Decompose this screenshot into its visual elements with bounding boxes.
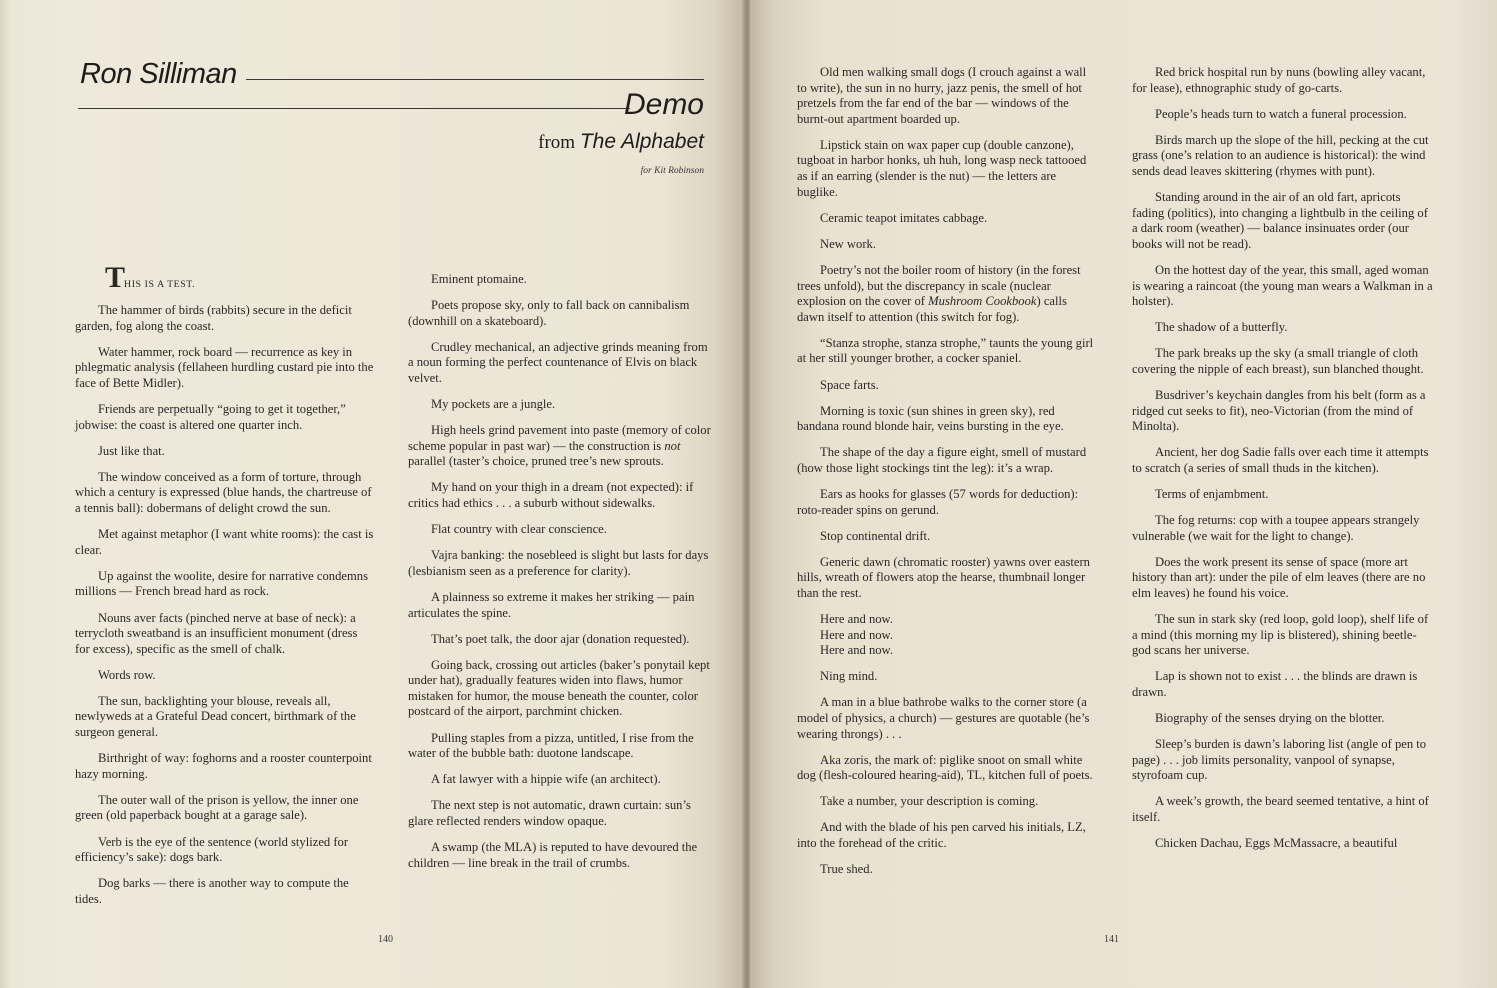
paragraph: Stop continental drift. [820, 528, 931, 543]
source-prefix: from [538, 132, 576, 153]
paragraph: Eminent ptomaine. [431, 272, 527, 286]
paragraph: And with the blade of his pen carved his initials, LZ, into the forehead of the critic. [797, 820, 1086, 851]
paragraph [797, 263, 1095, 325]
paragraph: True shed. [820, 862, 873, 877]
paragraph: A week’s growth, the beard seemed tentative, a hint of itself. [1132, 794, 1429, 824]
page-number-left: 140 [378, 934, 393, 945]
paragraph: A fat lawyer with a hippie wife (an architect). [431, 772, 661, 787]
paragraph: Birds march up the slope of the hill, pecking at the cut grass (one’s relation to an audience is historical): the wind sends dead leaves skittering (rhymes with punt). [1132, 132, 1429, 178]
paragraph: The sun in stark sky (red loop, gold loop), shelf life of a mind (this morning my lip is blistered), shining beetle-god scans her universe. [1132, 612, 1429, 658]
paragraph: The sun, backlighting your blouse, reveals all, newlyweds at a Grateful Dead concert, birthmark of the surgeon general. [75, 693, 356, 740]
text-run: parallel (taster’s choice, pruned tree’s new sprouts. [408, 454, 664, 469]
paragraph: Lipstick stain on wax paper cup (double canzone), tugboat in harbor honks, uh huh, long wasp neck tattooed as if an earring (slender is the nut) — the letters are buglike. [797, 137, 1087, 199]
paragraph: Crudley mechanical, an adjective grinds meaning from a noun forming the perfect countenance of Elvis on black velvet. [408, 339, 708, 385]
paragraph: The next step is not automatic, drawn curtain: sun’s glare reflected renders window opaque. [408, 798, 691, 828]
paragraph: Friends are perpetually “going to get it together,” jobwise: the coast is altered one quarter inch. [75, 402, 346, 432]
paragraph: Birthright of way: foghorns and a rooster counterpoint hazy morning. [75, 751, 372, 781]
paragraph: Ning mind. [820, 669, 878, 684]
author-name: Ron Silliman [80, 58, 237, 90]
paragraph: Just like that. [98, 443, 165, 458]
paragraph: Words row. [98, 667, 156, 682]
paragraph: Biography of the senses drying on the blotter. [1155, 711, 1385, 725]
paragraph: Take a number, your description is coming. [820, 794, 1039, 809]
paragraph: Pulling staples from a pizza, untitled, I rise from the water of the bubble bath: duotone landscape. [408, 730, 694, 761]
emphasis: Mushroom Cookbook [928, 294, 1037, 309]
source-line [538, 130, 704, 154]
paragraph: The fog returns: cop with a toupee appears strangely vulnerable (we wait for the light to change). [1132, 513, 1420, 543]
paragraph: Does the work present its sense of space (more art history than art): under the pile of elm leaves (there are no elm leaves) he found his voice. [1132, 554, 1426, 600]
paragraph: That’s poet talk, the door ajar (donation requested). [431, 631, 690, 646]
page-number-right: 141 [1104, 934, 1119, 945]
paragraph: Flat country with clear conscience. [431, 522, 607, 537]
text-column-1 [75, 261, 375, 918]
paragraph: The hammer of birds (rabbits) secure in the deficit garden, fog along the coast. [75, 303, 352, 333]
dedication: for Kit Robinson [640, 166, 704, 176]
opening-paragraph [75, 261, 375, 294]
paragraph: Verb is the eye of the sentence (world stylized for efficiency’s sake): dogs bark. [75, 834, 349, 865]
left-page [0, 0, 744, 988]
paragraph: Dog barks — there is another way to compute the tides. [75, 876, 349, 906]
text-run: Poetry’s not the boiler room of history (in the forest trees unfold), but the discrepancy in scale (nuclear explosion on the cover of [797, 262, 1081, 309]
paragraph: Chicken Dachau, Eggs McMassacre, a beautiful [1155, 836, 1398, 851]
header-rule-top [246, 79, 704, 80]
header-rule-bottom [78, 108, 630, 109]
paragraph: On the hottest day of the year, this small, aged woman is wearing a raincoat (the young man wears a Walkman in a holster). [1132, 262, 1433, 309]
paragraph: Nouns aver facts (pinched nerve at base of neck): a terrycloth sweatband is an insufficient monument (dress for excess), specific as the smell of chalk. [75, 610, 358, 656]
repeated-line: Here and now. [820, 612, 893, 627]
text-column-4 [1132, 65, 1434, 862]
paragraph: My pockets are a jungle. [431, 397, 556, 412]
paragraph: The shadow of a butterfly. [1155, 320, 1288, 335]
paragraph: “Stanza strophe, stanza strophe,” taunts the young girl at her still younger brother, a cocker spaniel. [797, 335, 1094, 366]
text-column-3 [797, 65, 1095, 888]
paragraph: My hand on your thigh in a dream (not expected): if critics had ethics . . . a suburb without sidewalks. [408, 480, 694, 511]
drop-cap: T [105, 261, 125, 294]
paragraph: New work. [820, 236, 876, 251]
paragraph: A plainness so extreme it makes her striking — pain articulates the spine. [408, 589, 695, 620]
opening-small-caps: HIS IS A TEST. [124, 279, 196, 290]
paragraph: Old men walking small dogs (I crouch against a wall to write), the sun in no hurry, jazz penis, the smell of hot pretzels from the far end of the bar — windows of the burnt-out apartment boarded up. [797, 65, 1087, 126]
paragraph: Generic dawn (chromatic rooster) yawns over eastern hills, wreath of flowers atop the hearse, thumbnail longer than the rest. [797, 554, 1090, 600]
paragraph: Morning is toxic (sun shines in green sky), red bandana round blonde hair, veins bursting in the eye. [797, 403, 1064, 434]
paragraph: Met against metaphor (I want white rooms): the cast is clear. [75, 527, 374, 557]
repeated-line: Here and now. [820, 643, 893, 658]
paragraph: Ears as hooks for glasses (57 words for deduction): roto-reader spins on gerund. [797, 486, 1079, 517]
paragraph: Lap is shown not to exist . . . the blinds are drawn is drawn. [1132, 669, 1418, 699]
paragraph: Aka zoris, the mark of: piglike snoot on small white dog (flesh-coloured hearing-aid), TL, kitchen full of poets. [797, 752, 1093, 783]
poem-title: Demo [623, 88, 704, 121]
paragraph: The outer wall of the prison is yellow, the inner one green (old paperback bought at a garage sale). [75, 792, 359, 823]
text-column-2 [408, 272, 711, 882]
paragraph: Red brick hospital run by nuns (bowling alley vacant, for lease), ethnographic study of go-carts. [1132, 65, 1426, 95]
text-run: ) calls dawn itself to attention (this switch for fog). [797, 294, 1067, 324]
paragraph: Water hammer, rock board — recurrence as key in phlegmatic analysis (fellaheen hurdling custard pie into the face of Bette Midler). [75, 344, 374, 390]
paragraph: People’s heads turn to watch a funeral procession. [1155, 106, 1407, 121]
emphasis: not [664, 438, 681, 453]
book-title: The Alphabet [579, 130, 704, 153]
paragraph: The shape of the day a figure eight, smell of mustard (how those light stockings tint the leg): it’s a wrap. [797, 445, 1087, 475]
paragraph: Up against the woolite, desire for narrative condemns millions — French bread hard as rock. [75, 568, 368, 599]
repeated-line: Here and now. [820, 627, 893, 642]
paragraph: Space farts. [820, 377, 879, 392]
paragraph: Vajra banking: the nosebleed is slight but lasts for days (lesbianism seen as a preference for clarity). [408, 548, 709, 578]
paragraph: Ancient, her dog Sadie falls over each time it attempts to scratch (a series of small thuds in the kitchen). [1132, 445, 1429, 475]
paragraph: The park breaks up the sky (a small triangle of cloth covering the nipple of each breast), sun blanched thought. [1132, 346, 1424, 376]
paragraph: Going back, crossing out articles (baker’s ponytail kept under hat), gradually features widen into flaws, humor mistaken for humor, the mouse beneath the counter, color postcard of the airport, parchmint chicken. [408, 657, 710, 719]
paragraph: A swamp (the MLA) is reputed to have devoured the children — line break in the trail of crumbs. [408, 840, 698, 870]
paragraph: Poets propose sky, only to fall back on cannibalism (downhill on a skateboard). [408, 298, 690, 328]
paragraph: Ceramic teapot imitates cabbage. [820, 210, 988, 225]
paragraph: The window conceived as a form of torture, through which a century is expressed (blue hands, the chartreuse of a tennis ball): dobermans of delight crowd the sun. [75, 469, 372, 516]
text-run: High heels grind pavement into paste (memory of color scheme popular in past war) — the construction is [408, 423, 711, 453]
paragraph: Sleep’s burden is dawn’s laboring list (angle of pen to page) . . . job limits personality, vanpool of synapse, styrofoam cup. [1132, 737, 1427, 783]
paragraph [408, 423, 711, 470]
paragraph: Standing around in the air of an old fart, apricots fading (politics), into changing a lightbulb in the ceiling of a dark room (weather) — balance insinuates order (our books will not be read). [1132, 190, 1428, 251]
paragraph: Busdriver’s keychain dangles from his belt (form as a ridged cut seeks to fit), neo-Victorian (from the mind of Minolta). [1132, 388, 1426, 434]
paragraph: Terms of enjambment. [1155, 486, 1269, 501]
paragraph: A man in a blue bathrobe walks to the corner store (a model of physics, a church) — gestures are quotable (he’s wearing throngs) . . . [797, 695, 1090, 741]
paragraph [797, 612, 1095, 659]
